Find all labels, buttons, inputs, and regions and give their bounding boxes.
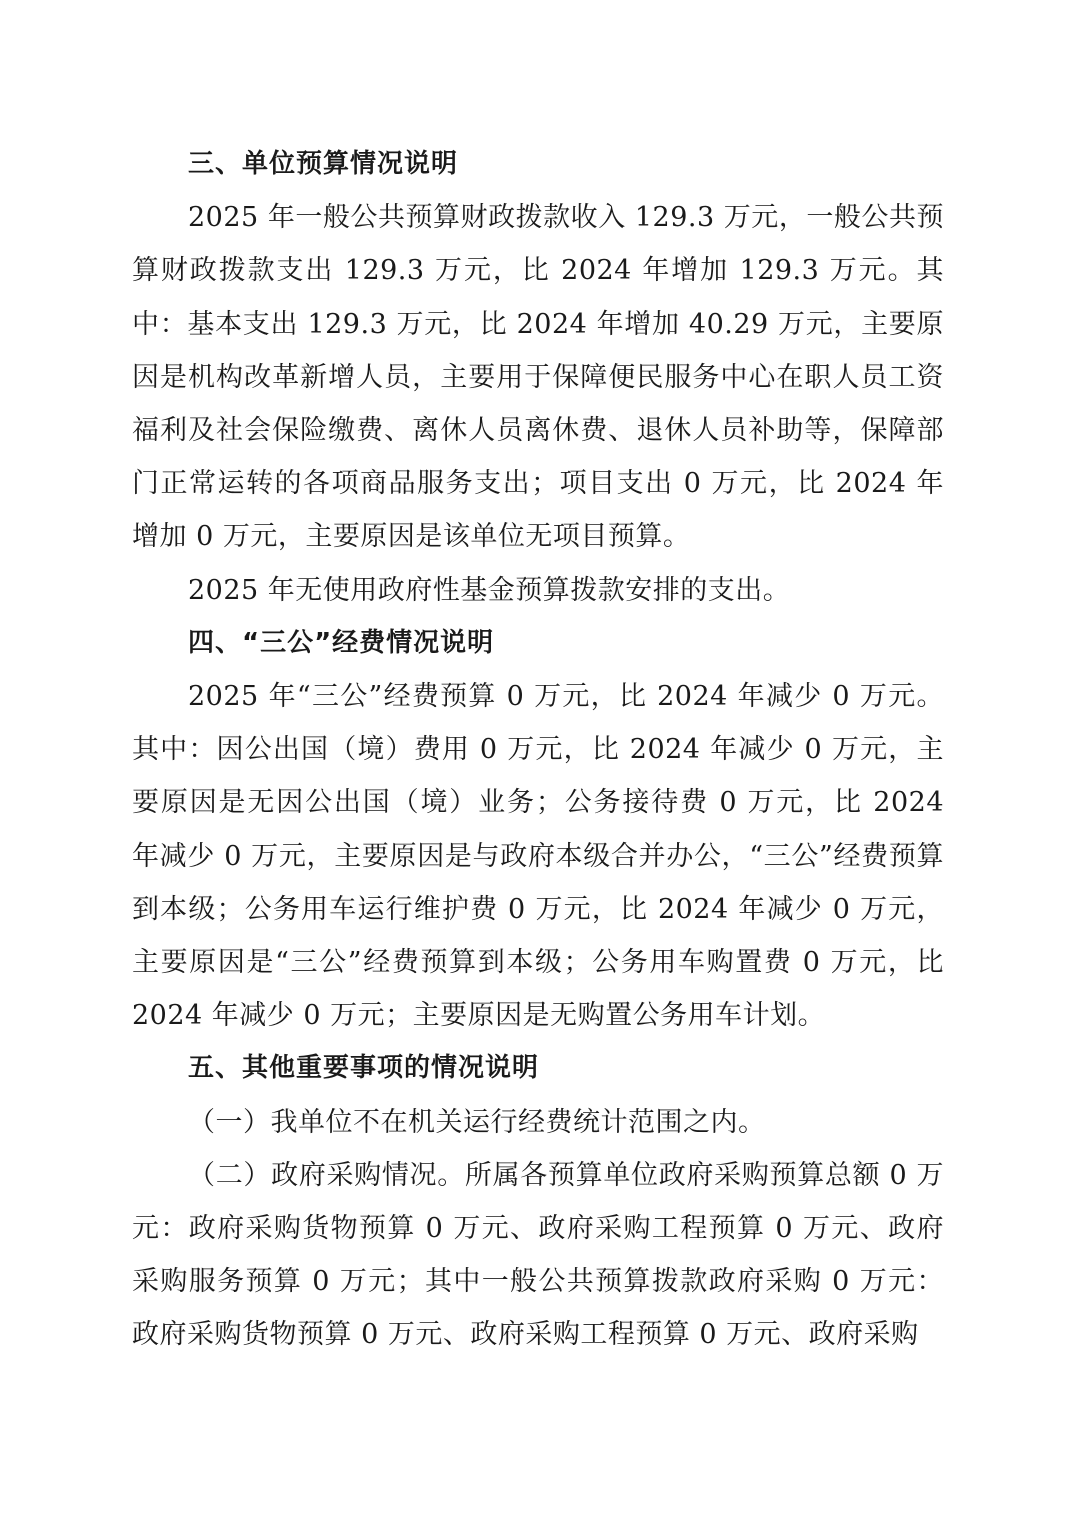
paragraph-government-procurement: （二）政府采购情况。所属各预算单位政府采购预算总额 0 万元：政府采购货物预算 0 万元、政府采购工程预算 0 万元、政府采购服务预算 0 万元；其中一般公共预算拨款政府采购 0 万元：政府采购货物预算 0 万元、政府采购工程预算 0 万元、政府采购: [132, 1159, 944, 1351]
paragraph-operating-funds: （一）我单位不在机关运行经费统计范围之内。: [188, 1106, 766, 1138]
paragraph-budget-income-expenditure: 2025 年一般公共预算财政拨款收入 129.3 万元，一般公共预算财政拨款支出 129.3 万元，比 2024 年增加 129.3 万元。其中：基本支出 129.3 万元，比 2024 年增加 40.29 万元，主要原因是机构改革新增人员，主要用于保障便民服务中心在职人员工资福利及社会保险缴费、离休人员离休费、退休人员补助等，保障部门正常运转的各项商品服务支出；项目支出 0 万元，比 2024 年增加 0 万元，主要原因是该单位无项目预算。: [132, 202, 944, 553]
paragraph-three-public-expenses: 2025 年“三公”经费预算 0 万元，比 2024 年减少 0 万元。其中：因公出国（境）费用 0 万元，比 2024 年减少 0 万元，主要原因是无因公出国（境）业务；公务接待费 0 万元，比 2024 年减少 0 万元，主要原因是与政府本级合并办公，“三公”经费预算到本级；公务用车运行维护费 0 万元，比 2024 年减少 0 万元，主要原因是“三公”经费预算到本级；公务用车购置费 0 万元，比 2024 年减少 0 万元；主要原因是无购置公务用车计划。: [132, 681, 944, 1032]
section-heading-three-public-expenses: 四、“三公”经费情况说明: [188, 627, 495, 658]
section-heading-other-matters: 五、其他重要事项的情况说明: [188, 1053, 540, 1084]
document-body: [132, 138, 944, 1362]
paragraph-government-fund: 2025 年无使用政府性基金预算拨款安排的支出。: [188, 574, 791, 606]
section-heading-unit-budget: 三、单位预算情况说明: [188, 149, 459, 179]
